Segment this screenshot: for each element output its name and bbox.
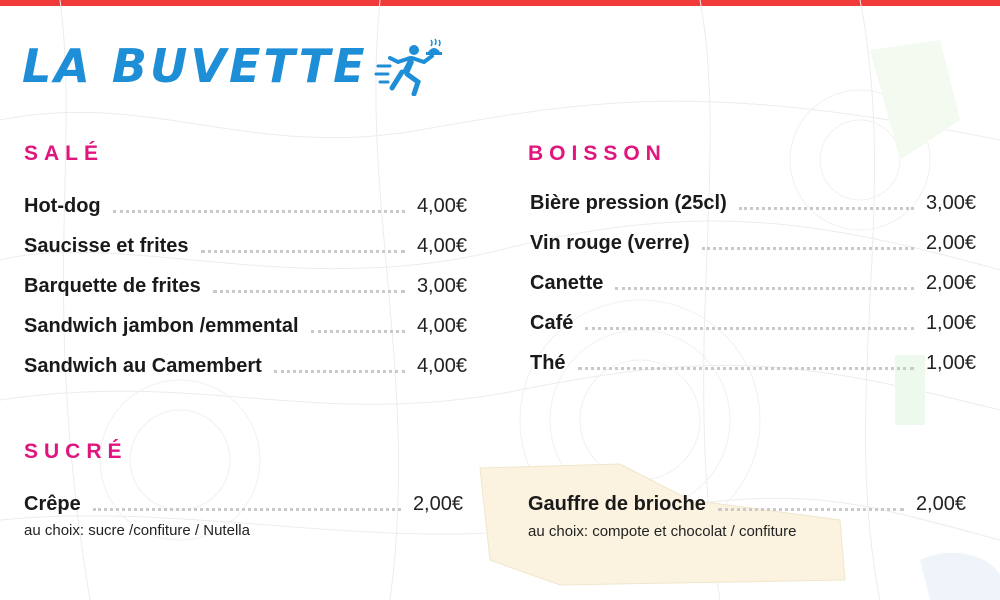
menu-item bbox=[530, 273, 976, 293]
item-name: Thé bbox=[530, 352, 566, 374]
item-description: au choix: compote et chocolat / confiture bbox=[528, 523, 797, 540]
section-title-boisson: BOISSON bbox=[528, 142, 667, 165]
dotted-leader bbox=[585, 326, 914, 330]
section-title-sucre: SUCRÉ bbox=[24, 440, 128, 463]
item-name: Hot-dog bbox=[24, 195, 101, 217]
item-price: 3,00€ bbox=[416, 275, 467, 297]
item-price: 4,00€ bbox=[416, 235, 467, 257]
dotted-leader bbox=[311, 329, 405, 333]
dotted-leader bbox=[702, 246, 914, 250]
item-name: Sandwich jambon /emmental bbox=[24, 315, 299, 337]
item-name: Bière pression (25cl) bbox=[530, 192, 727, 214]
brand-name: LA BUVETTE bbox=[22, 39, 368, 93]
item-name: Sandwich au Camembert bbox=[24, 355, 262, 377]
item-price: 4,00€ bbox=[416, 195, 467, 217]
dotted-leader bbox=[201, 249, 405, 253]
item-description: au choix: sucre /confiture / Nutella bbox=[24, 522, 250, 539]
item-price: 2,00€ bbox=[412, 493, 463, 515]
menu-item bbox=[530, 313, 976, 333]
item-price: 1,00€ bbox=[925, 312, 976, 334]
item-price: 3,00€ bbox=[925, 192, 976, 214]
item-price: 1,00€ bbox=[925, 352, 976, 374]
item-price: 4,00€ bbox=[416, 355, 467, 377]
item-name: Gauffre de brioche bbox=[528, 493, 706, 515]
menu-item bbox=[24, 494, 463, 514]
menu-item bbox=[24, 316, 467, 336]
dotted-leader bbox=[615, 286, 914, 290]
item-price: 4,00€ bbox=[416, 315, 467, 337]
item-price: 2,00€ bbox=[925, 272, 976, 294]
menu-item bbox=[24, 236, 467, 256]
brand-logo bbox=[22, 36, 450, 96]
dotted-leader bbox=[274, 369, 405, 373]
waiter-running-icon bbox=[374, 36, 450, 96]
item-price: 2,00€ bbox=[915, 493, 966, 515]
menu-item bbox=[24, 276, 467, 296]
dotted-leader bbox=[93, 507, 401, 511]
menu-item bbox=[530, 193, 976, 213]
item-name: Barquette de frites bbox=[24, 275, 201, 297]
menu-item bbox=[528, 494, 966, 514]
dotted-leader bbox=[113, 209, 405, 213]
menu-item bbox=[530, 233, 976, 253]
menu-item bbox=[24, 196, 467, 216]
dotted-leader bbox=[718, 507, 904, 511]
item-name: Vin rouge (verre) bbox=[530, 232, 690, 254]
item-name: Café bbox=[530, 312, 574, 334]
item-name: Canette bbox=[530, 272, 604, 294]
section-title-sale: SALÉ bbox=[24, 142, 105, 165]
menu-item bbox=[24, 356, 467, 376]
item-name: Crêpe bbox=[24, 493, 81, 515]
dotted-leader bbox=[578, 366, 914, 370]
item-price: 2,00€ bbox=[925, 232, 976, 254]
item-name: Saucisse et frites bbox=[24, 235, 189, 257]
dotted-leader bbox=[213, 289, 405, 293]
dotted-leader bbox=[739, 206, 914, 210]
menu-item bbox=[530, 353, 976, 373]
